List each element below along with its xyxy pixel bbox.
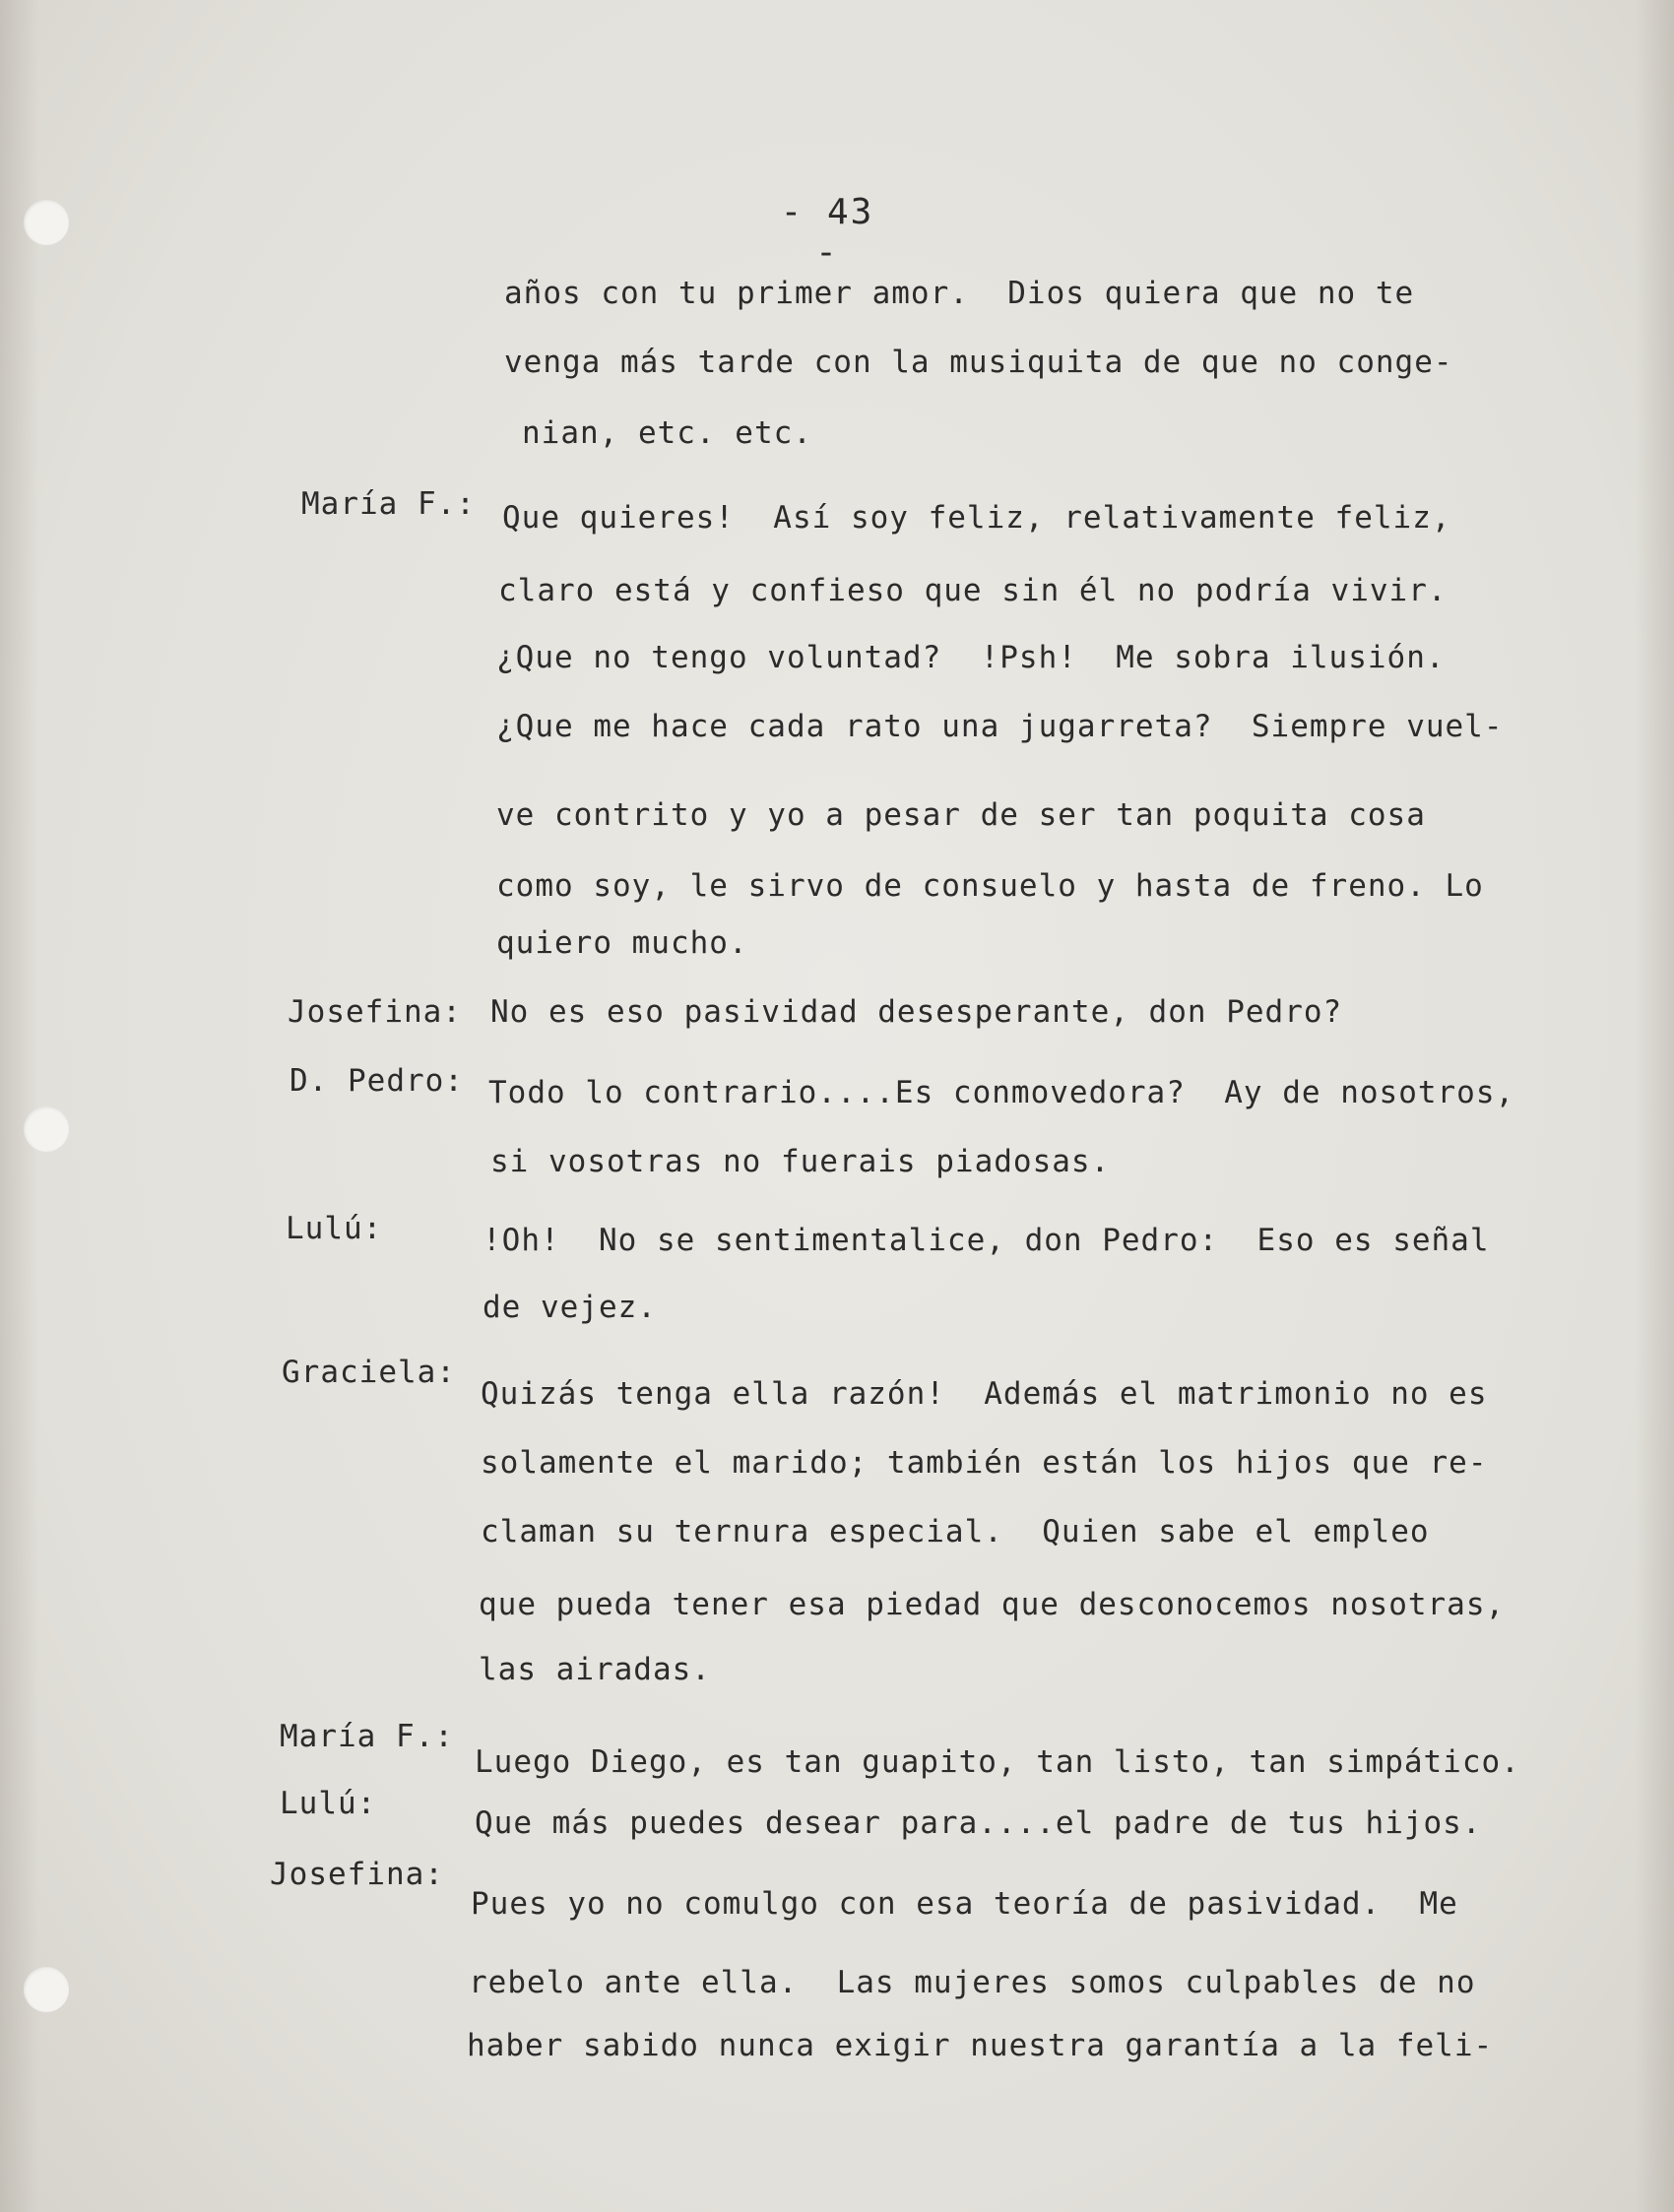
speaker-name: Lulú: (286, 1211, 383, 1246)
script-line: Pues yo no comulgo con esa teoría de pasividad. Me (471, 1886, 1458, 1922)
script-line: Que quieres! Así soy feliz, relativamente feliz, (502, 500, 1451, 536)
script-line: claro está y confieso que sin él no podría vivir. (498, 573, 1448, 608)
script-line: de vejez. (483, 1290, 657, 1325)
script-line: venga más tarde con la musiquita de que no conge- (504, 345, 1453, 380)
script-line: ¿Que me hace cada rato una jugarreta? Siempre vuel- (496, 709, 1504, 744)
script-line: claman su ternura especial. Quien sabe el empleo (481, 1514, 1430, 1549)
speaker-name: Josefina: (270, 1857, 444, 1892)
punch-hole-middle (24, 1106, 69, 1152)
script-line: Quizás tenga ella razón! Además el matrimonio no es (481, 1376, 1488, 1412)
script-line: !Oh! No se sentimentalice, don Pedro: Eso es señal (483, 1223, 1490, 1258)
right-edge-shadow (1635, 0, 1674, 2212)
script-line: Luego Diego, es tan guapito, tan listo, tan simpático. (475, 1744, 1520, 1780)
punch-hole-top (24, 200, 69, 245)
speaker-name: Lulú: (280, 1786, 377, 1821)
script-line: las airadas. (479, 1652, 711, 1687)
punch-hole-bottom (24, 1967, 69, 2012)
script-line: rebelo ante ella. Las mujeres somos culpables de no (469, 1965, 1476, 2000)
script-line: que pueda tener esa piedad que desconocemos nosotras, (479, 1587, 1506, 1622)
left-edge-shadow (0, 0, 39, 2212)
script-line: ve contrito y yo a pesar de ser tan poquita cosa (496, 797, 1426, 833)
page-number: - 43 - (780, 192, 874, 273)
script-line: solamente el marido; también están los hijos que re- (481, 1445, 1488, 1481)
speaker-name: María F.: (301, 486, 476, 522)
script-line: como soy, le sirvo de consuelo y hasta de freno. Lo (496, 868, 1484, 904)
speaker-name: María F.: (280, 1719, 454, 1754)
speaker-name: D. Pedro: (290, 1063, 464, 1099)
script-line: haber sabido nunca exigir nuestra garantía a la feli- (467, 2028, 1494, 2063)
speaker-name: Graciela: (282, 1355, 456, 1390)
script-line: si vosotras no fuerais piadosas. (490, 1144, 1111, 1179)
script-line: Que más puedes desear para....el padre de tus hijos. (475, 1805, 1482, 1841)
script-line: quiero mucho. (496, 925, 748, 961)
script-line: Todo lo contrario....Es conmovedora? Ay de nosotros, (488, 1075, 1515, 1110)
script-line: años con tu primer amor. Dios quiera que no te (504, 276, 1415, 311)
script-line: ¿Que no tengo voluntad? !Psh! Me sobra ilusión. (496, 640, 1446, 675)
script-line: No es eso pasividad desesperante, don Pedro? (490, 994, 1343, 1030)
speaker-name: Josefina: (288, 994, 462, 1030)
script-line: nian, etc. etc. (522, 415, 812, 451)
